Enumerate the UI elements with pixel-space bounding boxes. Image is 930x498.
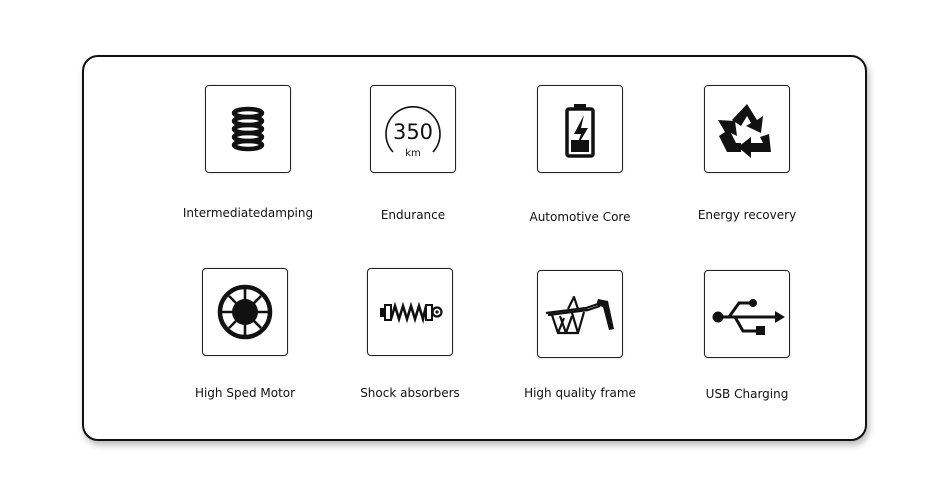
feature-label: USB Charging bbox=[705, 387, 789, 401]
features-panel bbox=[82, 55, 867, 441]
feature-tile bbox=[370, 85, 456, 173]
feature-tile bbox=[704, 85, 790, 173]
feature-tile bbox=[367, 268, 453, 356]
feature-label: Energy recovery bbox=[697, 208, 797, 222]
feature-tile bbox=[202, 268, 288, 356]
recycle-icon bbox=[705, 86, 789, 172]
feature-label: Automotive Core bbox=[529, 210, 631, 224]
endurance-unit: km bbox=[405, 148, 421, 159]
spring-icon bbox=[206, 86, 290, 172]
feature-tile bbox=[537, 270, 623, 358]
bike-frame-icon bbox=[538, 271, 622, 357]
feature-tile bbox=[205, 85, 291, 173]
shock-absorber-icon bbox=[368, 269, 452, 355]
feature-label: Shock absorbers bbox=[360, 386, 460, 400]
usb-icon bbox=[705, 271, 789, 357]
feature-tile bbox=[704, 270, 790, 358]
gauge-icon bbox=[371, 86, 455, 172]
motor-icon bbox=[203, 269, 287, 355]
feature-label: High Sped Motor bbox=[194, 386, 296, 400]
feature-label: Intermediatedamping bbox=[182, 206, 314, 220]
endurance-value: 350 bbox=[392, 120, 434, 144]
feature-label: Endurance bbox=[380, 208, 446, 222]
feature-tile bbox=[537, 85, 623, 173]
feature-label: High quality frame bbox=[524, 386, 636, 400]
battery-icon bbox=[538, 86, 622, 172]
